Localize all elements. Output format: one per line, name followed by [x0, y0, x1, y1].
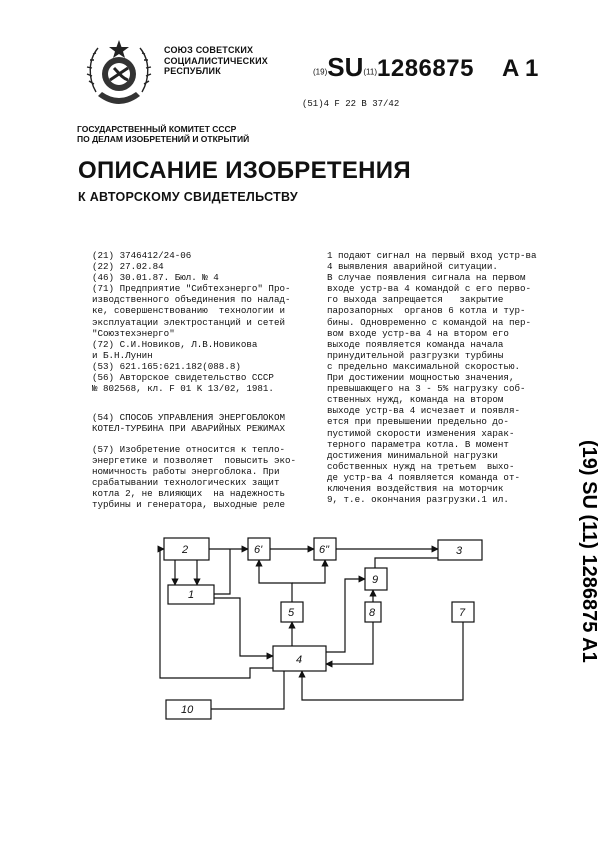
label-3: 3: [456, 545, 463, 557]
label-4: 4: [296, 654, 303, 666]
label-5: 5: [288, 607, 295, 619]
patent-kind: A 1: [501, 55, 539, 82]
vertical-patent-number: [575, 438, 603, 688]
block-diagram: [120, 528, 500, 723]
invention-title: (54) СПОСОБ УПРАВЛЕНИЯ ЭНЕРГОБЛОКОМ КОТЕЛ-ТУРБИНА ПРИ АВАРИЙНЫХ РЕЖИМАХ: [92, 412, 285, 435]
org-line: РЕСПУБЛИК: [164, 66, 221, 76]
abstract-right: 1 подают сигнал на первый вход устр-ва 4 выявления аварийной ситуации. В случае появления сигнала на первом входе устр-ва 4 командой с его перво- го выхода запрещается закрытие парозапорных органов 6 котла и тур- бины. Одновременно с командой на пер- вом входе устр-ва 4 на втором его выходе появляется команда начала принудительной разгрузки турбины с предельно максимальной скоростью. При достижении мощностью значения, превышающего на 3 - 5% нагрузку соб- ственных нужд, команда на втором выходе устр-ва 4 исчезает и появля- ется при превышении предельно до- пустимой скорости изменения харак- терного параметра котла. В момент достижения минимальной нагрузки собственных нужд на третьем выхо- де устр-ва 4 появляется команда от- ключения воздействия на моторчик 9, т.е. окончания разгрузки.1 ил.: [327, 250, 537, 506]
ussr-emblem: [84, 34, 154, 114]
label-6a: 6': [254, 544, 263, 556]
bibliographic-data: (21) 3746412/24-06 (22) 27.02.84 (46) 30.01.87. Бюл. № 4 (71) Предприятие "Сибтехэнерго" Про- изводственного объединения по налад- ке, совершенствованию технологии и эксплуатации электростанций и сетей "Союзтехэнерго" (72) С.И.Новиков, Л.В.Новикова и Б.Н.Лунин (53) 621.165:621.182(088.8) (56) Авторское свидетельство СССР № 802568, кл. F 01 K 13/02, 1981.: [92, 250, 291, 395]
org-line: СОЦИАЛИСТИЧЕСКИХ: [164, 55, 268, 66]
label-1: 1: [188, 589, 195, 601]
label-9: 9: [372, 574, 379, 586]
org-line: СОЮЗ СОВЕТСКИХ: [164, 45, 254, 55]
document-subtitle: К АВТОРСКОМУ СВИДЕТЕЛЬСТВУ: [78, 190, 298, 204]
committee: [77, 124, 249, 144]
vertical-number-text: (19) SU (11) 1286875 A1: [578, 440, 600, 663]
label-7: 7: [459, 607, 466, 619]
committee-line: ПО ДЕЛАМ ИЗОБРЕТЕНИЙ И ОТКРЫТИЙ: [77, 134, 250, 144]
org-name: [164, 45, 268, 77]
label-10: 10: [181, 704, 194, 716]
code-11: (11): [363, 67, 377, 77]
country-code: SU: [327, 52, 364, 82]
committee-line: ГОСУДАРСТВЕННЫЙ КОМИТЕТ СССР: [77, 124, 237, 134]
patent-no: 1286875: [377, 55, 474, 82]
code-19: (19): [313, 67, 328, 77]
patent-number: [313, 52, 538, 83]
ipc-class: (51)4 F 22 B 37/42: [302, 99, 400, 109]
label-6b: 6": [319, 544, 330, 556]
label-8: 8: [369, 607, 376, 619]
document-title: ОПИСАНИЕ ИЗОБРЕТЕНИЯ: [78, 157, 411, 184]
label-2: 2: [182, 544, 189, 556]
abstract-left: (57) Изобретение относится к тепло- энергетике и позволяет повысить эко- номичность работы энергоблока. При срабатывании технологических защит котла 2, не влияющих на надежность турбины и генератора, выходные реле: [92, 444, 296, 511]
